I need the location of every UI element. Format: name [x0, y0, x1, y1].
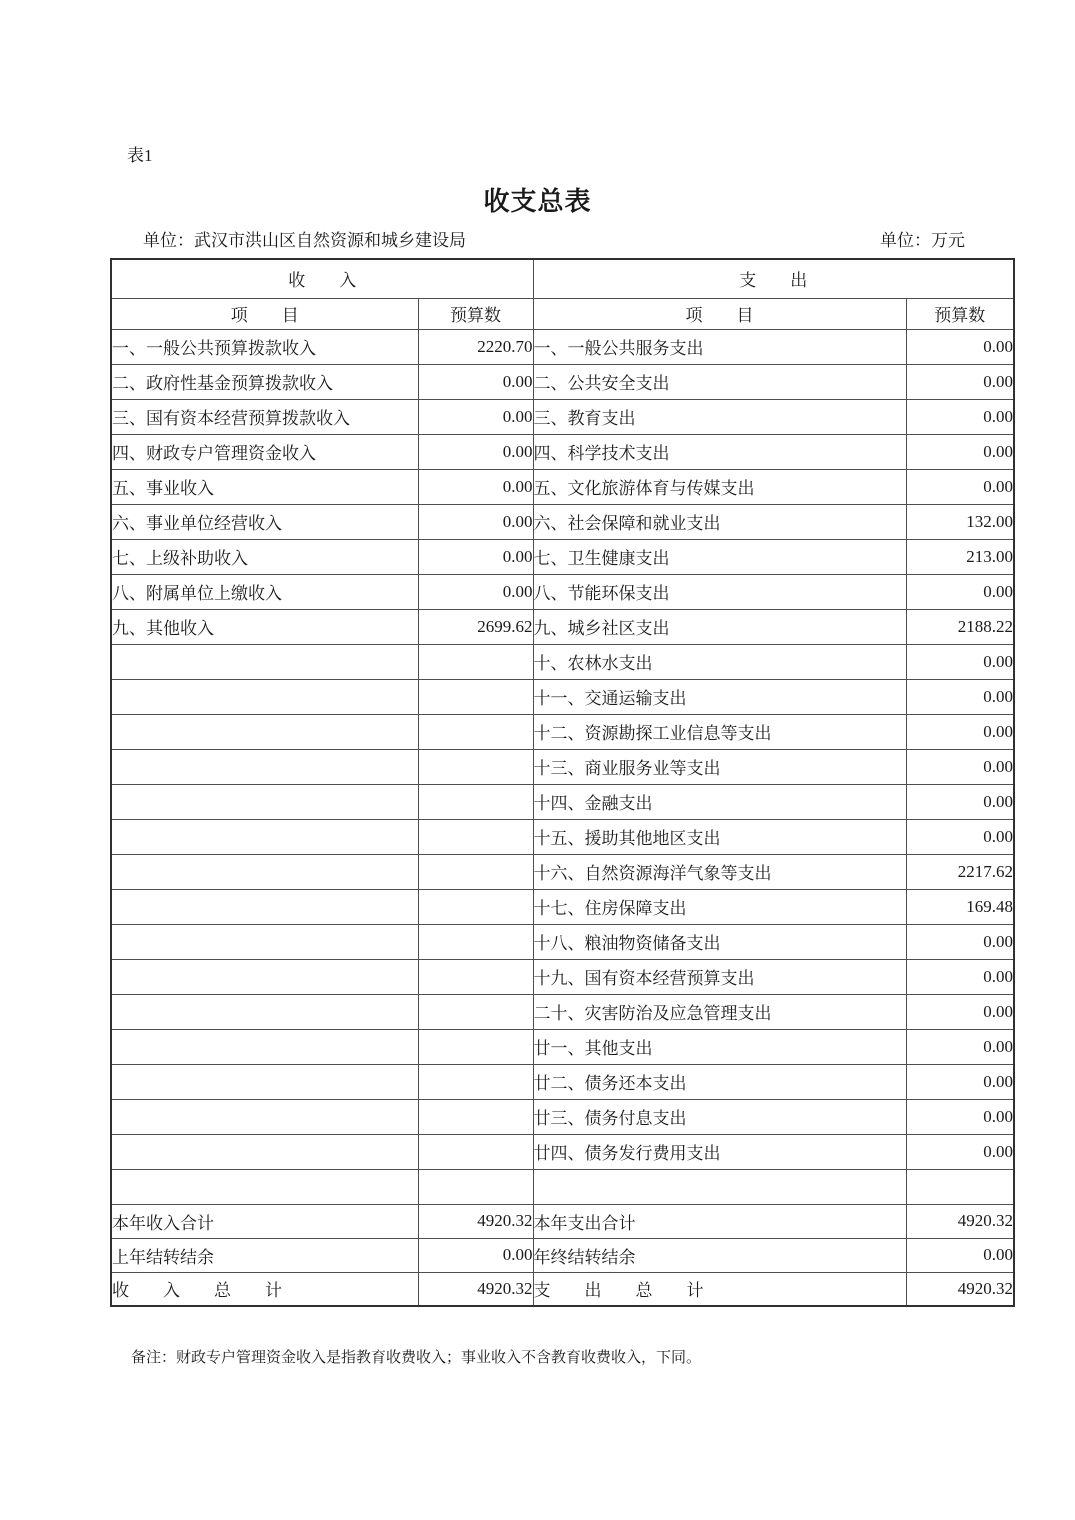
table-row	[111, 434, 1014, 469]
expense-value-cell: 0.00	[906, 434, 1014, 469]
footnote: 备注：财政专户管理资金收入是指教育收费收入；事业收入不含教育收费收入，下同。	[131, 1350, 702, 1366]
income-value-cell: 0.00	[418, 539, 533, 574]
table-row	[111, 994, 1014, 1029]
table-number-label: 表1	[127, 146, 153, 165]
income-item-cell: 一、一般公共预算拨款收入	[111, 329, 418, 364]
table-row	[111, 784, 1014, 819]
income-item-cell	[111, 994, 418, 1029]
expense-value-cell: 0.00	[906, 959, 1014, 994]
income-value-cell: 0.00	[418, 434, 533, 469]
expense-value-cell: 0.00	[906, 644, 1014, 679]
expense-item-cell: 十三、商业服务业等支出	[533, 749, 906, 784]
income-value-cell	[418, 644, 533, 679]
table-row	[111, 609, 1014, 644]
table-row	[111, 364, 1014, 399]
expense-item-cell: 廿三、债务付息支出	[533, 1099, 906, 1134]
unit-currency-label: 单位：万元	[880, 231, 965, 250]
expense-item-cell: 五、文化旅游体育与传媒支出	[533, 469, 906, 504]
income-item-cell	[111, 924, 418, 959]
expense-value-cell	[906, 1169, 1014, 1204]
expense-value-cell: 0.00	[906, 714, 1014, 749]
budget-table	[110, 258, 1015, 1307]
expense-item-cell: 年终结转结余	[533, 1238, 906, 1272]
expense-item-cell: 二、公共安全支出	[533, 364, 906, 399]
table-row	[111, 574, 1014, 609]
table-row	[111, 714, 1014, 749]
income-value-cell	[418, 679, 533, 714]
income-value-cell	[418, 1064, 533, 1099]
income-item-cell	[111, 784, 418, 819]
income-value-cell	[418, 854, 533, 889]
expense-item-cell: 廿一、其他支出	[533, 1029, 906, 1064]
expense-value-cell: 132.00	[906, 504, 1014, 539]
expense-value-cell: 213.00	[906, 539, 1014, 574]
table-row	[111, 889, 1014, 924]
income-value-cell	[418, 749, 533, 784]
expense-value-cell: 0.00	[906, 1064, 1014, 1099]
income-item-cell	[111, 854, 418, 889]
expense-item-cell: 六、社会保障和就业支出	[533, 504, 906, 539]
expense-value-cell: 0.00	[906, 819, 1014, 854]
table-row	[111, 1099, 1014, 1134]
expense-value-cell: 0.00	[906, 1099, 1014, 1134]
income-value-cell: 0.00	[418, 504, 533, 539]
income-item-cell: 三、国有资本经营预算拨款收入	[111, 399, 418, 434]
expense-item-column-header: 项 目	[533, 298, 906, 329]
expense-item-cell: 十二、资源勘探工业信息等支出	[533, 714, 906, 749]
table-row	[111, 399, 1014, 434]
income-value-cell	[418, 1169, 533, 1204]
income-item-cell	[111, 889, 418, 924]
table-row	[111, 504, 1014, 539]
unit-line	[110, 226, 1013, 251]
expense-item-cell: 二十、灾害防治及应急管理支出	[533, 994, 906, 1029]
expense-budget-column-header: 预算数	[906, 298, 1014, 329]
table-header-sections	[111, 259, 1014, 298]
expense-item-cell	[533, 1169, 906, 1204]
expense-value-cell: 0.00	[906, 784, 1014, 819]
table-body	[111, 329, 1014, 1306]
table-row	[111, 924, 1014, 959]
expense-item-cell: 廿四、债务发行费用支出	[533, 1134, 906, 1169]
expense-item-cell: 十八、粮油物资储备支出	[533, 924, 906, 959]
income-value-cell: 0.00	[418, 574, 533, 609]
expense-value-cell: 169.48	[906, 889, 1014, 924]
expense-item-cell: 十六、自然资源海洋气象等支出	[533, 854, 906, 889]
income-value-cell	[418, 1029, 533, 1064]
expense-item-cell: 八、节能环保支出	[533, 574, 906, 609]
income-value-cell	[418, 994, 533, 1029]
income-item-cell	[111, 1099, 418, 1134]
income-item-cell	[111, 1169, 418, 1204]
expense-value-cell: 0.00	[906, 749, 1014, 784]
income-item-cell: 收 入 总 计	[111, 1272, 418, 1306]
expense-value-cell: 0.00	[906, 924, 1014, 959]
income-value-cell	[418, 889, 533, 924]
table-row	[111, 329, 1014, 364]
expense-value-cell: 0.00	[906, 1029, 1014, 1064]
expense-value-cell: 0.00	[906, 679, 1014, 714]
expense-value-cell: 0.00	[906, 994, 1014, 1029]
income-item-cell	[111, 819, 418, 854]
income-value-cell: 4920.32	[418, 1272, 533, 1306]
income-value-cell	[418, 819, 533, 854]
unit-name-label: 单位：武汉市洪山区自然资源和城乡建设局	[143, 231, 466, 250]
expense-item-cell: 十九、国有资本经营预算支出	[533, 959, 906, 994]
income-item-cell	[111, 749, 418, 784]
income-item-cell	[111, 1029, 418, 1064]
income-value-cell	[418, 714, 533, 749]
table-row	[111, 539, 1014, 574]
expense-item-cell: 七、卫生健康支出	[533, 539, 906, 574]
income-item-cell	[111, 714, 418, 749]
income-item-cell: 九、其他收入	[111, 609, 418, 644]
table-total-row	[111, 1272, 1014, 1306]
expense-value-cell: 0.00	[906, 574, 1014, 609]
table-total-row	[111, 1204, 1014, 1238]
table-row	[111, 1064, 1014, 1099]
income-value-cell: 0.00	[418, 469, 533, 504]
income-value-cell: 2220.70	[418, 329, 533, 364]
income-value-cell: 2699.62	[418, 609, 533, 644]
table-row	[111, 749, 1014, 784]
table-row	[111, 469, 1014, 504]
table-row	[111, 1029, 1014, 1064]
income-item-cell: 七、上级补助收入	[111, 539, 418, 574]
expense-item-cell: 十、农林水支出	[533, 644, 906, 679]
table-row	[111, 644, 1014, 679]
expense-item-cell: 九、城乡社区支出	[533, 609, 906, 644]
income-item-cell: 五、事业收入	[111, 469, 418, 504]
table-header-columns	[111, 298, 1014, 329]
income-item-cell: 本年收入合计	[111, 1204, 418, 1238]
income-item-cell: 四、财政专户管理资金收入	[111, 434, 418, 469]
expense-value-cell: 0.00	[906, 399, 1014, 434]
income-value-cell	[418, 784, 533, 819]
income-item-cell: 上年结转结余	[111, 1238, 418, 1272]
table-row	[111, 959, 1014, 994]
expense-item-cell: 本年支出合计	[533, 1204, 906, 1238]
income-value-cell: 4920.32	[418, 1204, 533, 1238]
expenditure-section-header: 支 出	[533, 259, 1014, 298]
income-item-cell	[111, 1064, 418, 1099]
income-item-cell: 六、事业单位经营收入	[111, 504, 418, 539]
expense-item-cell: 十一、交通运输支出	[533, 679, 906, 714]
expense-value-cell: 0.00	[906, 1238, 1014, 1272]
income-value-cell: 0.00	[418, 1238, 533, 1272]
table-row	[111, 854, 1014, 889]
expense-item-cell: 一、一般公共服务支出	[533, 329, 906, 364]
expense-item-cell: 十七、住房保障支出	[533, 889, 906, 924]
expense-item-cell: 四、科学技术支出	[533, 434, 906, 469]
income-item-cell	[111, 1134, 418, 1169]
expense-value-cell: 2188.22	[906, 609, 1014, 644]
table-row	[111, 1169, 1014, 1204]
income-item-cell: 二、政府性基金预算拨款收入	[111, 364, 418, 399]
income-value-cell	[418, 1134, 533, 1169]
income-value-cell: 0.00	[418, 364, 533, 399]
income-value-cell	[418, 1099, 533, 1134]
expense-value-cell: 0.00	[906, 1134, 1014, 1169]
expense-value-cell: 0.00	[906, 329, 1014, 364]
expense-value-cell: 0.00	[906, 469, 1014, 504]
income-section-header: 收 入	[111, 259, 533, 298]
income-item-cell	[111, 959, 418, 994]
expense-item-cell: 十五、援助其他地区支出	[533, 819, 906, 854]
income-value-cell	[418, 924, 533, 959]
expense-item-cell: 廿二、债务还本支出	[533, 1064, 906, 1099]
expense-item-cell: 三、教育支出	[533, 399, 906, 434]
expense-item-cell: 支 出 总 计	[533, 1272, 906, 1306]
income-item-cell: 八、附属单位上缴收入	[111, 574, 418, 609]
table-row	[111, 679, 1014, 714]
income-value-cell: 0.00	[418, 399, 533, 434]
table-total-row	[111, 1238, 1014, 1272]
expense-item-cell: 十四、金融支出	[533, 784, 906, 819]
expense-value-cell: 4920.32	[906, 1272, 1014, 1306]
page-title: 收支总表	[483, 187, 592, 216]
expense-value-cell: 4920.32	[906, 1204, 1014, 1238]
expense-value-cell: 0.00	[906, 364, 1014, 399]
income-item-cell	[111, 679, 418, 714]
table-row	[111, 819, 1014, 854]
income-value-cell	[418, 959, 533, 994]
income-budget-column-header: 预算数	[418, 298, 533, 329]
expense-value-cell: 2217.62	[906, 854, 1014, 889]
income-item-cell	[111, 644, 418, 679]
income-item-column-header: 项 目	[111, 298, 418, 329]
table-row	[111, 1134, 1014, 1169]
